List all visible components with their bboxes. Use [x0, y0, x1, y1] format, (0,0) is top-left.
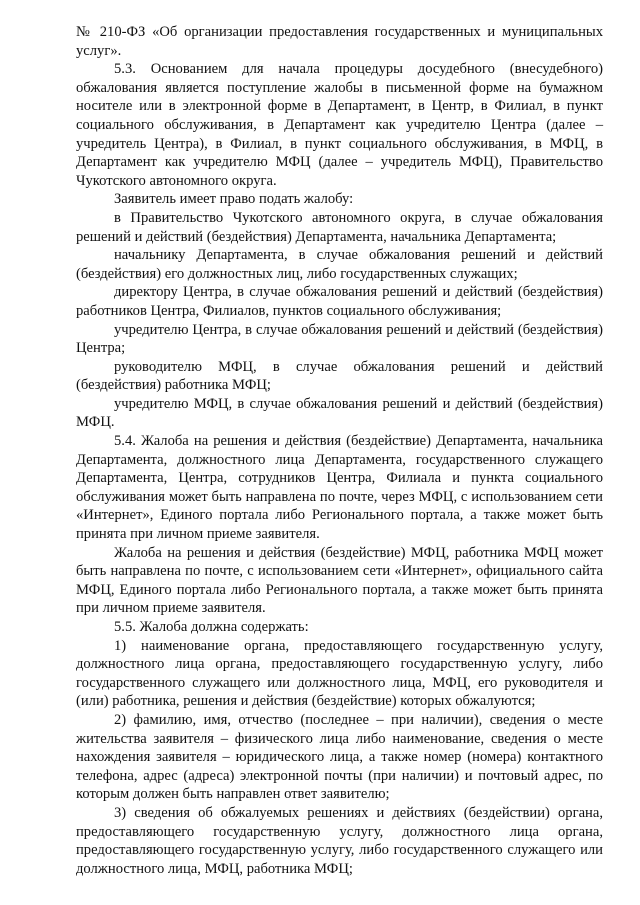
paragraph-5-5: 5.5. Жалоба должна содержать: [114, 619, 309, 635]
paragraph-mfc-founder: учредителю МФЦ, в случае обжалования решений и действий (бездействия) МФЦ. [76, 395, 603, 431]
paragraph-item-3: 3) сведения об обжалуемых решениях и действиях (бездействии) органа, предоставляющего государственную услугу, должностного лица органа, предоставляющего государственную услугу, либо государственного служащего или должностного лица, МФЦ, работника МФЦ; [76, 804, 603, 877]
paragraph-law-reference: № 210-ФЗ «Об организации предоставления государственных и муниципальных услуг». [76, 24, 603, 59]
document-body [76, 23, 603, 878]
paragraph-5-3: 5.3. Основанием для начала процедуры досудебного (внесудебного) обжалования является поступление жалобы в письменной форме на бумажном носителе или в электронной форме в Департамент, в Центр, в Филиал, в пункт социального обслуживания, в Департамент как учредителю Центра (далее – учредитель Центра), в Филиал, в пункт социального обслуживания, в МФЦ, в Департамент как учредителю МФЦ (далее – учредитель МФЦ), Правительство Чукотского автономного округа. [76, 61, 603, 189]
paragraph-complaint-right: Заявитель имеет право подать жалобу: [114, 191, 354, 208]
paragraph-center-founder: учредителю Центра, в случае обжалования решений и действий (бездействия) Центра; [76, 321, 603, 357]
paragraph-item-2: 2) фамилию, имя, отчество (последнее – при наличии), сведения о месте жительства заявителя – физического лица либо наименование, сведения о месте нахождения заявителя – юридического лица, а также номер (номера) контактного телефона, адрес (адреса) электронной почты (при наличии) и почтовый адрес, по которым должен быть направлен ответ заявителю; [76, 711, 603, 803]
paragraph-center-director: директору Центра, в случае обжалования решений и действий (бездействия) работников Центра, Филиалов, пунктов социального обслуживания; [76, 284, 603, 319]
paragraph-item-1: 1) наименование органа, предоставляющего государственную услугу, должностного лица органа, предоставляющего государственную услугу, либо государственного служащего или должностного лица, МФЦ, его руководителя и (или) работника, решения и действия (бездействие) которых обжалуются; [76, 637, 603, 710]
paragraph-5-4: 5.4. Жалоба на решения и действия (бездействие) Департамента, начальника Департамента, должностного лица Департамента, государственного служащего Департамента, Центра, сотрудников Центра, Филиала и пункта социального обслуживания может быть направлена по почте, через МФЦ, с использованием сети «Интернет», Единого портала либо Регионального портала, а также может быть принята при личном приеме заявителя. [76, 433, 603, 543]
paragraph-department-head: начальнику Департамента, в случае обжалования решений и действий (бездействия) его должностных лиц, либо государственных служащих; [76, 247, 603, 282]
paragraph-government: в Правительство Чукотского автономного округа, в случае обжалования решений и действий (бездействия) Департамента, начальника Департамента; [76, 209, 603, 245]
paragraph-mfc-head: руководителю МФЦ, в случае обжалования решений и действий (бездействия) работника МФЦ; [76, 358, 603, 394]
paragraph-mfc-complaint: Жалоба на решения и действия (бездействие) МФЦ, работника МФЦ может быть направлена по почте, с использованием сети «Интернет», официального сайта МФЦ, Единого портала либо Регионального портала, а также может быть принята при личном приеме заявителя. [76, 544, 603, 617]
